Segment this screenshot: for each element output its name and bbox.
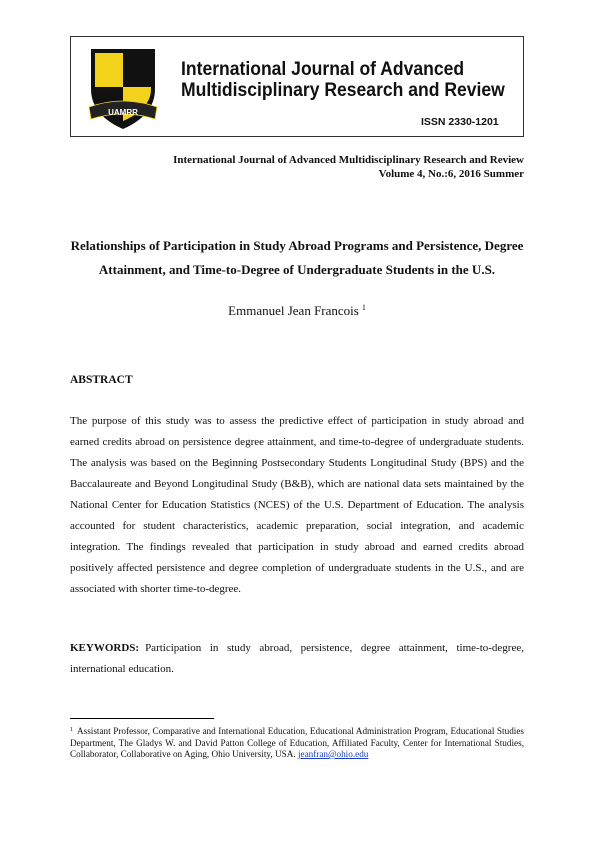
paper-title: Relationships of Participation in Study Abroad Programs and Persistence, Degree Attainment, and Time-to-Degree of Undergraduate Students in the U.S. bbox=[70, 238, 524, 277]
journal-citation bbox=[173, 154, 524, 181]
banner-title-line2: Multidisciplinary Research and Review bbox=[181, 79, 505, 101]
footnote-divider bbox=[70, 718, 214, 719]
keywords-label: KEYWORDS: bbox=[70, 642, 140, 654]
abstract-body: The purpose of this study was to assess the predictive effect of participation in study abroad and earned credits abroad on persistence degree attainment, and time-to-degree of undergraduate students. The analysis was based on the Beginning Postsecondary Students Longitudinal Study (BPS) and the Baccalaureate and Beyond Longitudinal Study (B&B), which are national data sets maintained by the National Center for Education Statistics (NCES) of the U.S. Department of Education. The analysis accounted for student characteristics, academic preparation, social integration, and academic integration. The findings revealed that participation in study abroad and earned credits abroad positively affected persistence and degree completion of undergraduate students in the U.S., and are associated with shorter time-to-degree. bbox=[70, 415, 524, 595]
uamrr-shield-logo bbox=[85, 43, 161, 131]
journal-banner bbox=[70, 36, 524, 137]
footnote-text: Assistant Professor, Comparative and International Education, Educational Administration Program, Educational Studies Department, The Gladys W. and David Patton College of Education, Affiliated Faculty, Center for International Studies, Collaborator, Collaborative on Aging, Ohio University, USA. bbox=[70, 726, 524, 759]
footnote bbox=[70, 725, 524, 761]
journal-issue: Volume 4, No.:6, 2016 Summer bbox=[378, 167, 524, 180]
author-line bbox=[70, 303, 524, 319]
banner-issn: ISSN 2330-1201 bbox=[421, 116, 499, 128]
abstract-heading: ABSTRACT bbox=[70, 374, 133, 386]
logo-text: UAMRR bbox=[108, 108, 138, 117]
banner-title-line1: International Journal of Advanced bbox=[181, 58, 465, 80]
author-email-link[interactable]: jeanfran@ohio.edu bbox=[297, 749, 369, 759]
banner-title bbox=[181, 59, 505, 101]
author-name: Emmanuel Jean Francois bbox=[228, 303, 359, 318]
keywords-text: Participation in study abroad, persistence, degree attainment, time-to-degree, international education. bbox=[70, 642, 524, 675]
keywords-paragraph bbox=[70, 638, 524, 680]
journal-name: International Journal of Advanced Multidisciplinary Research and Review bbox=[173, 154, 524, 166]
author-footnote-mark[interactable]: 1 bbox=[361, 303, 366, 312]
footnote-mark: 1 bbox=[70, 727, 73, 733]
